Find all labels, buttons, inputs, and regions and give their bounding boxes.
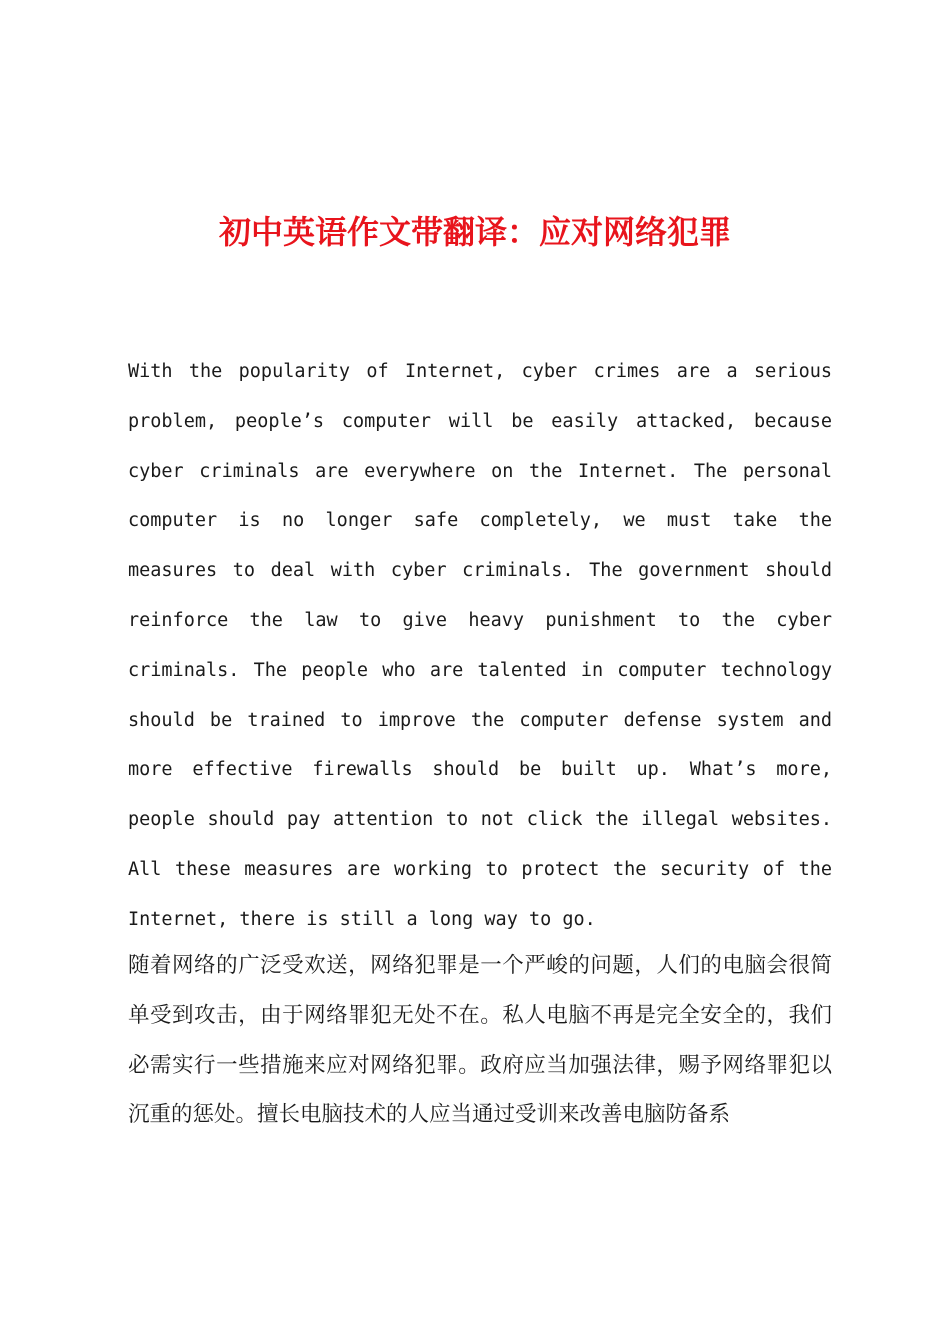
english-paragraph: With the popularity of Internet, cyber crimes are a serious problem, people’s computer will be easily attacked, because cyber criminals are everywhere on the Internet. The personal computer is no longer safe completely, we must take the measures to deal with cyber criminals. The government should reinforce the law to give heavy punishment to the cyber criminals. The people who are talented in computer technology should be trained to improve the computer defense system and more effective firewalls should be built up. What’s more, people should pay attention to not click the illegal websites. All these measures are working to protect the security of the Internet, there is still a long way to go. xyxy=(128,361,832,930)
document-title: 初中英语作文带翻译：应对网络犯罪 xyxy=(218,213,731,251)
chinese-translation-paragraph: 随着网络的广泛受欢送，网络犯罪是一个严峻的问题，人们的电脑会很简单受到攻击，由于网络罪犯无处不在。私人电脑不再是完全安全的，我们必需实行一些措施来应对网络犯罪。政府应当加强法律，赐予网络罪犯以沉重的惩处。擅长电脑技术的人应当通过受训来改善电脑防备系 xyxy=(128,953,832,1128)
